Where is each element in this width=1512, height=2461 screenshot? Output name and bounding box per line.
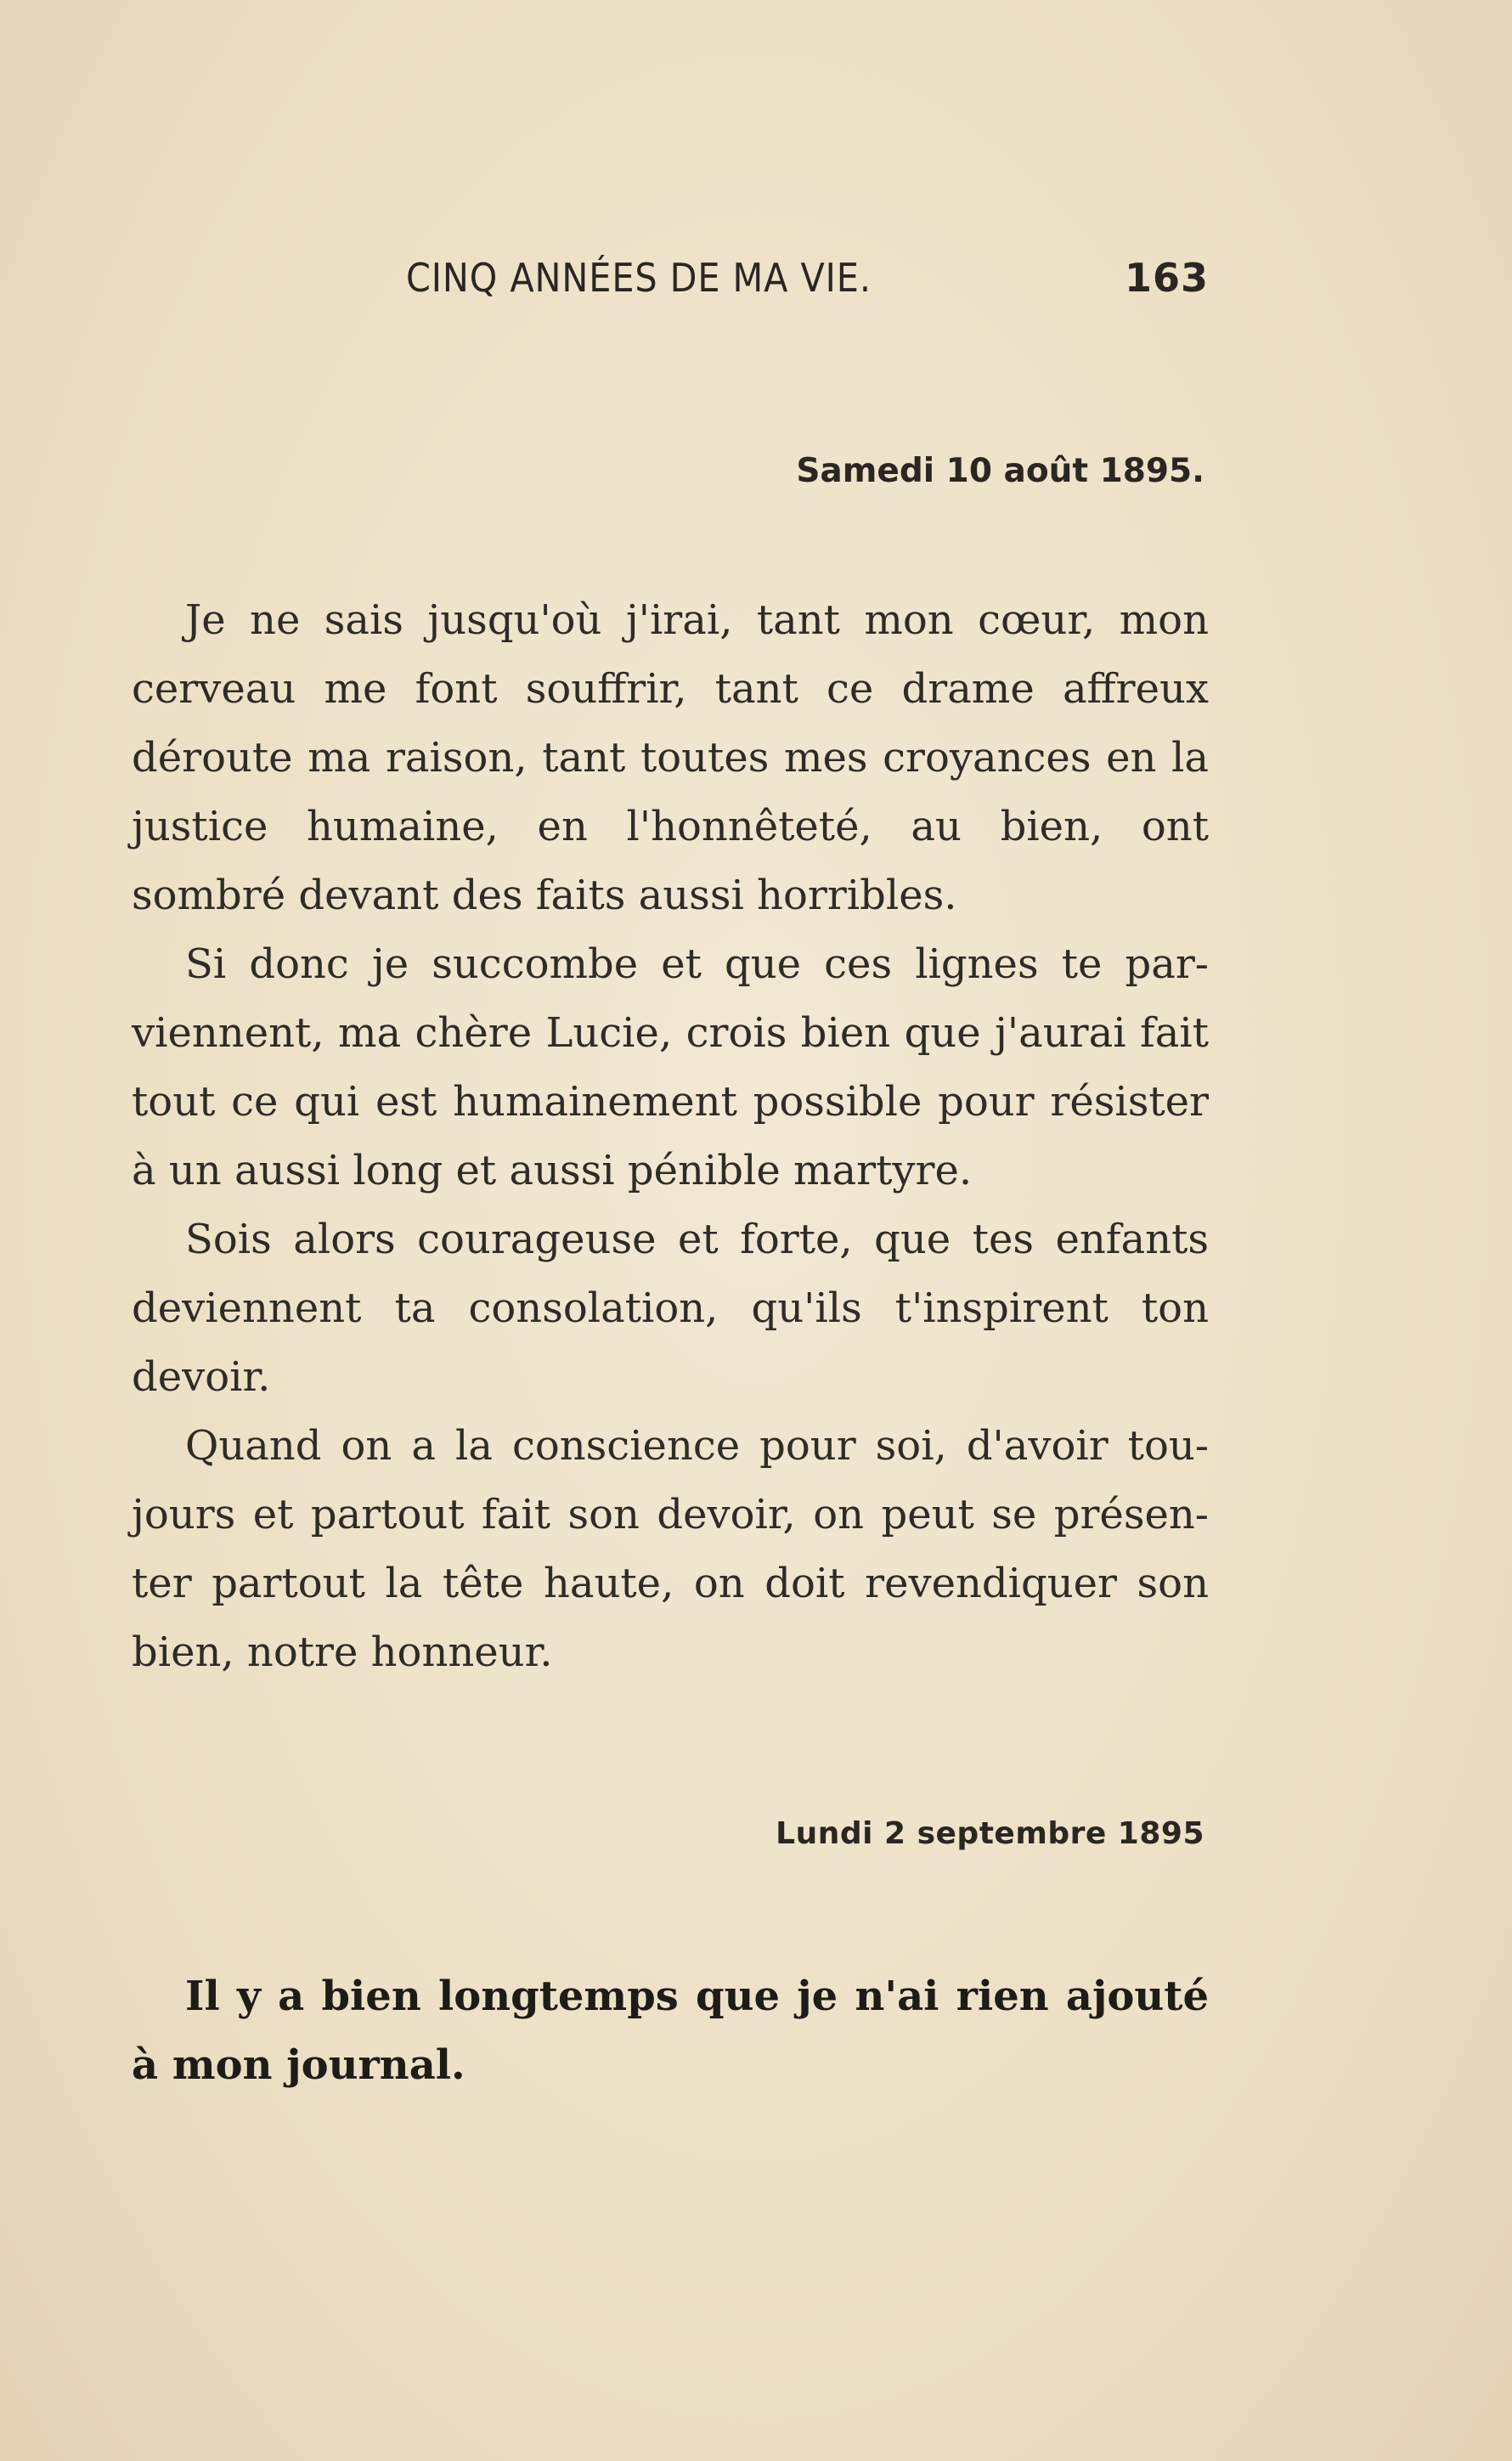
entry-body — [132, 586, 1209, 1687]
entry-date: Lundi 2 septembre 1895 — [776, 1816, 1205, 1851]
page-number: 163 — [1124, 255, 1209, 301]
paragraph: Quand on a la conscience pour soi, d'avoir toujours et partout fait son devoir, on peut se présenter partout la tête haute, on doit revendiquer son bien, notre honneur. — [132, 1422, 1209, 1676]
paragraph: Je ne sais jusqu'où j'irai, tant mon cœur, mon cerveau me font souffrir, tant ce drame affreux déroute ma raison, tant toutes mes croyances en la justice humaine, en l'honnêteté, au bien, ont sombré devant des faits aussi horribles. — [132, 596, 1209, 919]
entry-body — [132, 1962, 1209, 2100]
running-header — [406, 255, 1209, 306]
paragraph: Si donc je succombe et que ces lignes te parviennent, ma chère Lucie, crois bien que j'aurai fait tout ce qui est humainement possible pour résister à un aussi long et aussi pénible martyre. — [132, 940, 1209, 1194]
paragraph: Sois alors courageuse et forte, que tes enfants deviennent ta consolation, qu'ils t'inspirent ton devoir. — [132, 1216, 1209, 1401]
running-title: CINQ ANNÉES DE MA VIE. — [406, 255, 872, 301]
entry-date: Samedi 10 août 1895. — [796, 452, 1205, 490]
paragraph: Il y a bien longtemps que je n'ai rien ajouté à mon journal. — [132, 1973, 1209, 2089]
